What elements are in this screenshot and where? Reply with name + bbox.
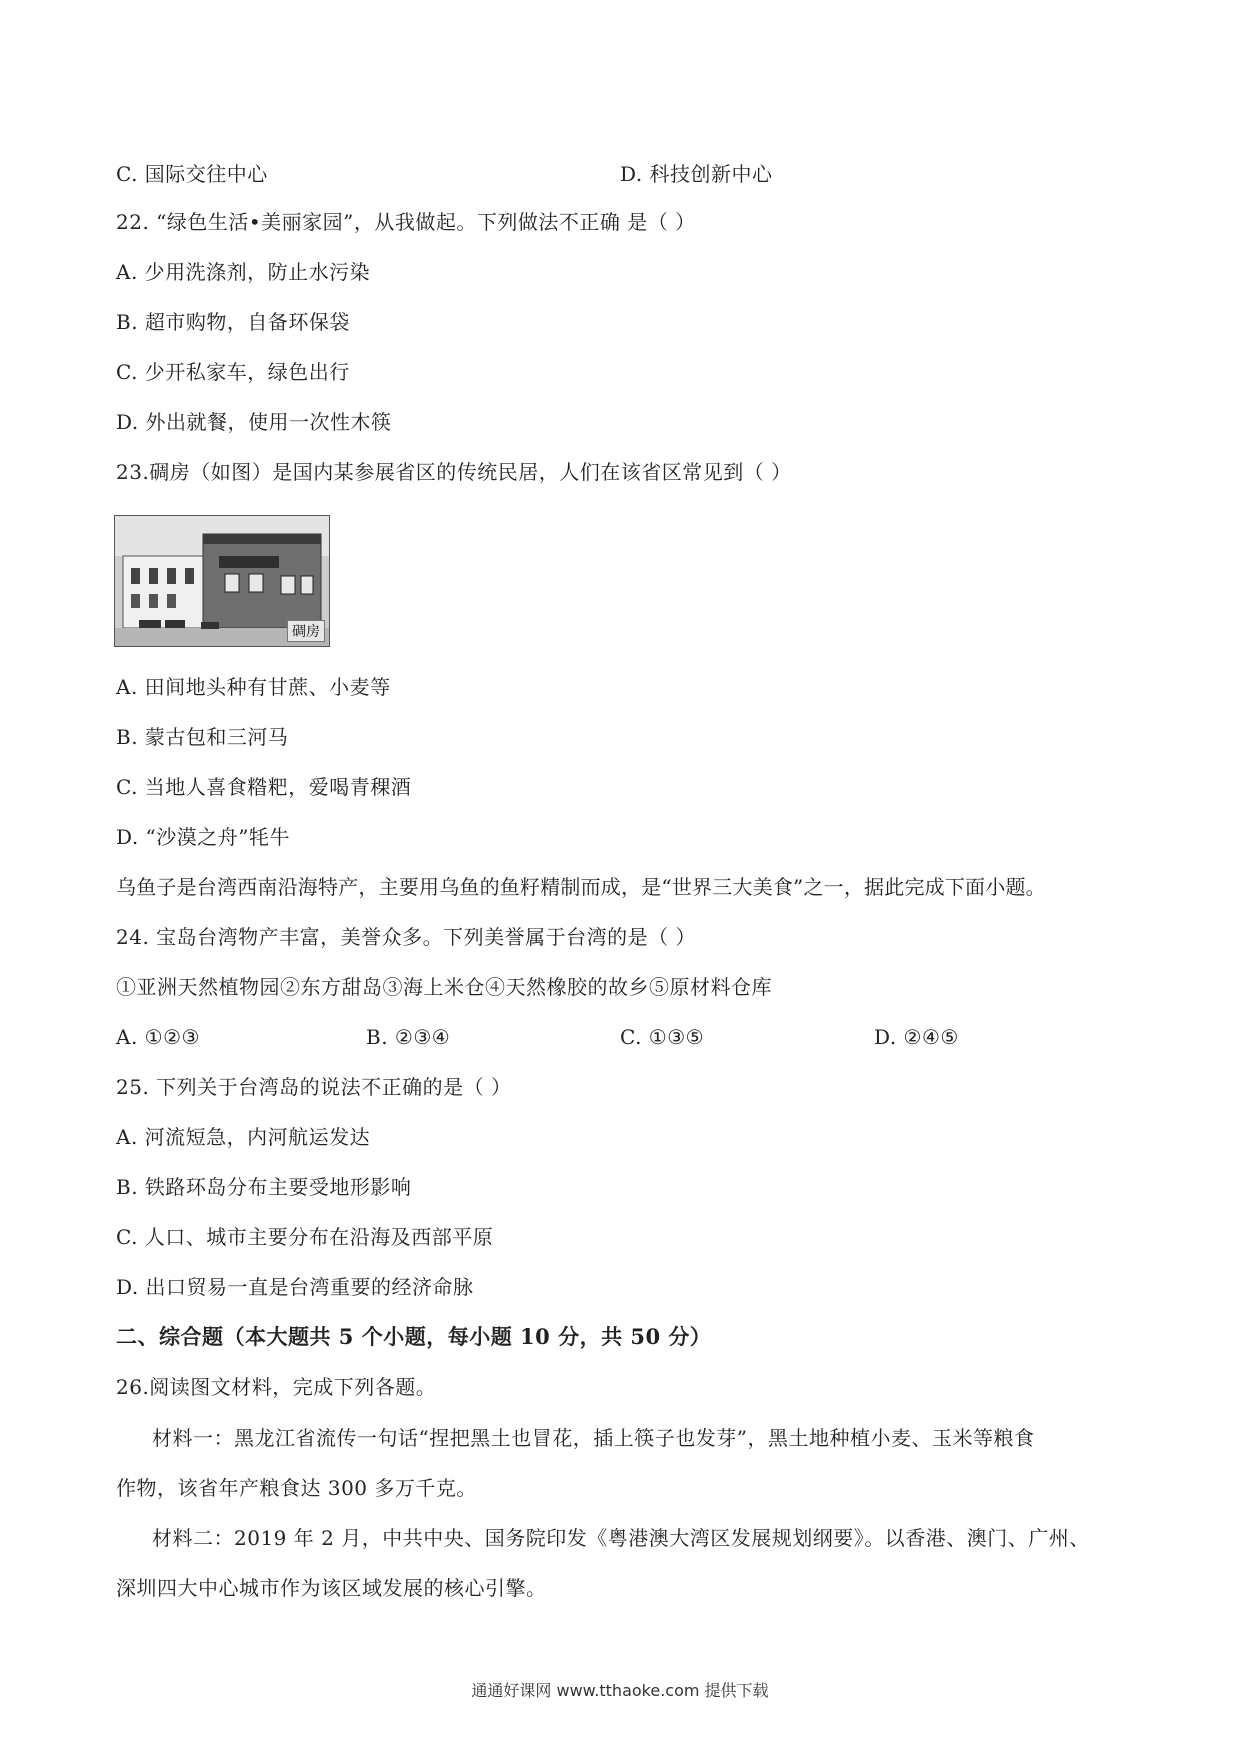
- material-2-line-2: 深圳四大中心城市作为该区域发展的核心引擎。: [116, 1576, 547, 1600]
- q25-stem: 25. 下列关于台湾岛的说法不正确的是（ ）: [116, 1075, 512, 1099]
- section-2-heading: 二、综合题（本大题共 5 个小题，每小题 10 分，共 50 分）: [116, 1324, 712, 1349]
- material-1-line-1: 材料一：黑龙江省流传一句话“捏把黑土也冒花，插上筷子也发芽”，黑土地种植小麦、玉米等粮食: [152, 1426, 1035, 1450]
- q21-option-c: C. 国际交往中心: [116, 162, 268, 186]
- page-footer: 通通好课网 www.tthaoke.com 提供下载: [471, 1681, 769, 1700]
- diaofang-photo: [114, 515, 330, 647]
- q24-option-c: C. ①③⑤: [620, 1025, 705, 1049]
- q23-option-a: A. 田间地头种有甘蔗、小麦等: [116, 675, 391, 699]
- q22-option-c: C. 少开私家车，绿色出行: [116, 360, 350, 384]
- q23-option-c: C. 当地人喜食糌粑，爱喝青稞酒: [116, 775, 412, 799]
- q24-stem: 24. 宝岛台湾物产丰富，美誉众多。下列美誉属于台湾的是（ ）: [116, 925, 697, 949]
- q26-stem: 26.阅读图文材料，完成下列各题。: [116, 1375, 437, 1399]
- q23-stem: 23.碉房（如图）是国内某参展省区的传统民居，人们在该省区常见到（ ）: [116, 460, 792, 484]
- q24-option-a: A. ①②③: [116, 1025, 200, 1049]
- q24-option-d: D. ②④⑤: [874, 1025, 959, 1049]
- q23-option-b: B. 蒙古包和三河马: [116, 725, 289, 749]
- q25-option-a: A. 河流短急，内河航运发达: [116, 1125, 371, 1149]
- q25-option-b: B. 铁路环岛分布主要受地形影响: [116, 1175, 412, 1199]
- q23-option-d: D. “沙漠之舟”牦牛: [116, 825, 290, 849]
- passage-intro: 乌鱼子是台湾西南沿海特产，主要用乌鱼的鱼籽精制而成，是“世界三大美食”之一，据此完成下面小题。: [116, 875, 1046, 899]
- material-2-line-1: 材料二：2019 年 2 月，中共中央、国务院印发《粤港澳大湾区发展规划纲要》。以香港、澳门、广州、: [152, 1526, 1090, 1550]
- q25-option-c: C. 人口、城市主要分布在沿海及西部平原: [116, 1225, 494, 1249]
- q22-option-d: D. 外出就餐，使用一次性木筷: [116, 410, 392, 434]
- q22-option-b: B. 超市购物，自备环保袋: [116, 310, 350, 334]
- q22-stem: 22. “绿色生活•美丽家园”，从我做起。下列做法不正确 是（ ）: [116, 210, 696, 234]
- photo-caption: 碉房: [287, 620, 325, 642]
- q25-option-d: D. 出口贸易一直是台湾重要的经济命脉: [116, 1275, 474, 1299]
- q22-option-a: A. 少用洗涤剂，防止水污染: [116, 260, 371, 284]
- q24-option-b: B. ②③④: [366, 1025, 451, 1049]
- q24-items: ①亚洲天然植物园②东方甜岛③海上米仓④天然橡胶的故乡⑤原材料仓库: [116, 975, 772, 999]
- material-1-line-2: 作物，该省年产粮食达 300 多万千克。: [116, 1476, 477, 1500]
- q21-option-d: D. 科技创新中心: [620, 162, 773, 186]
